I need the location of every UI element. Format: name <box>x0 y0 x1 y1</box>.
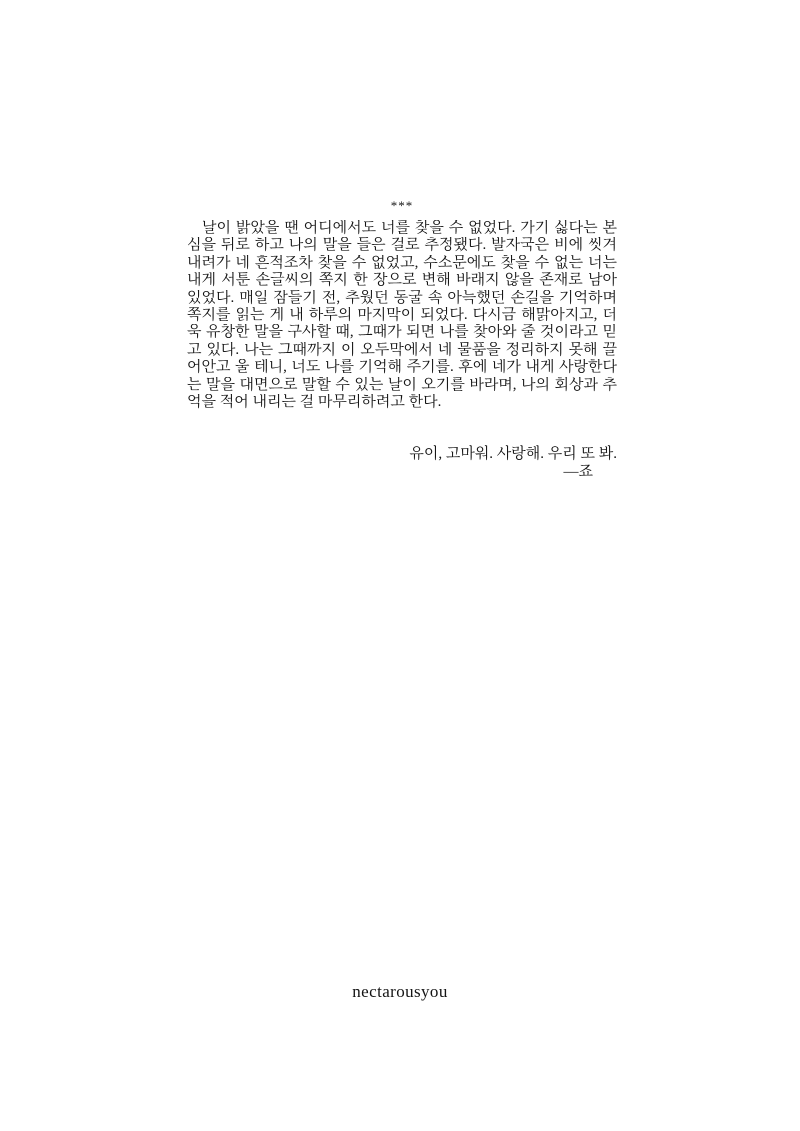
story-line: 는 말을 대면으로 말할 수 있는 날이 오기를 바라며, 나의 회상과 추 <box>187 376 617 393</box>
story-line: 억을 적어 내리는 걸 마무리하려고 한다. <box>187 393 442 410</box>
story-line: 있었다. 매일 잠들기 전, 추웠던 동굴 속 아늑했던 손길을 기억하며 <box>187 289 617 306</box>
story-line: 내려가 네 흔적조차 찾을 수 없었고, 수소문에도 찾을 수 없는 너는 <box>187 254 617 271</box>
watermark: nectarousyou <box>352 982 448 1001</box>
story-line: 고 있다. 나는 그때까지 이 오두막에서 네 물품을 정리하지 못해 끌 <box>187 341 617 358</box>
scene-break-separator: *** <box>390 198 414 213</box>
story-line: 어안고 울 테니, 너도 나를 기억해 주기를. 후에 네가 내게 사랑한다 <box>187 359 617 376</box>
story-line: 날이 밝았을 땐 어디에서도 너를 찾을 수 없었다. 가기 싫다는 본 <box>202 220 617 236</box>
story-line: 쪽지를 읽는 게 내 하루의 마지막이 되었다. 다시금 해맑아지고, 더 <box>187 306 617 323</box>
story-paragraph <box>187 220 617 411</box>
signature-block <box>187 446 617 481</box>
story-line: 심을 뒤로 하고 나의 말을 들은 걸로 추정됐다. 발자국은 비에 씻겨 <box>187 237 617 254</box>
story-line: 욱 유창한 말을 구사할 때, 그때가 되면 나를 찾아와 줄 것이라고 믿 <box>187 324 617 341</box>
story-line: 내게 서툰 손글씨의 쪽지 한 장으로 변해 바래지 않을 존재로 남아 <box>187 272 617 289</box>
signature-message: 유이, 고마워. 사랑해. 우리 또 봐. <box>409 446 617 463</box>
story-content <box>187 200 617 481</box>
signature-name: —죠 <box>563 463 593 480</box>
